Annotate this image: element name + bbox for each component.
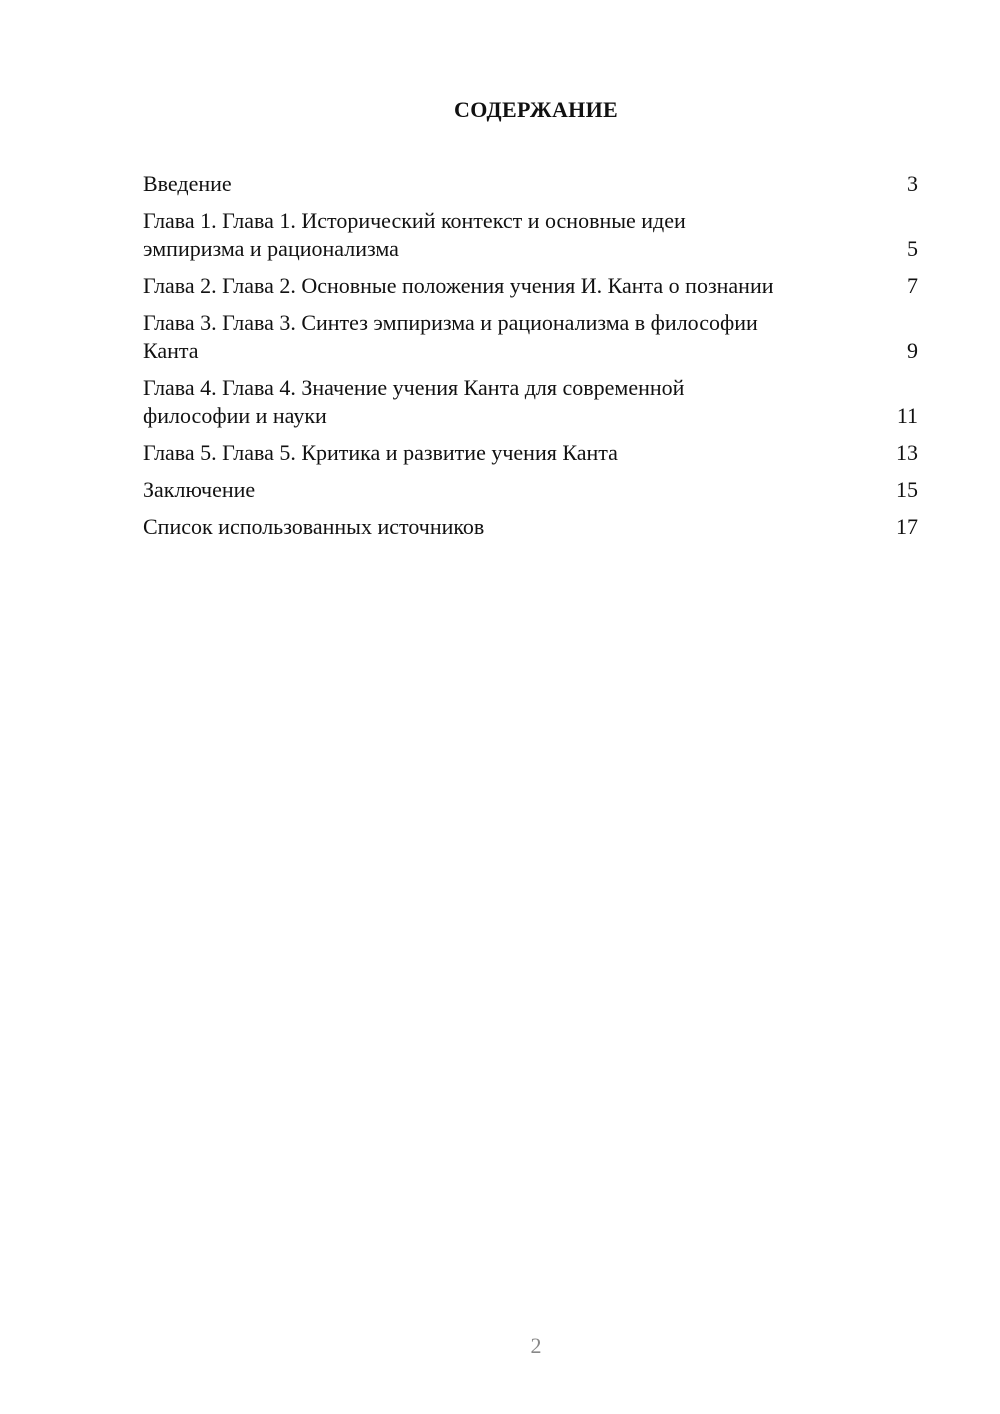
table-of-contents bbox=[143, 170, 918, 550]
page-title: СОДЕРЖАНИЕ bbox=[454, 97, 618, 122]
toc-entry-title: Глава 4. Глава 4. Значение учения Канта для современной философии и науки bbox=[143, 375, 685, 428]
toc-entry-title: Глава 1. Глава 1. Исторический контекст и основные идеи эмпиризма и рационализма bbox=[143, 208, 686, 261]
toc-entry-page: 5 bbox=[907, 236, 918, 261]
toc-entry-title: Список использованных источников bbox=[143, 514, 485, 539]
toc-entry-page: 13 bbox=[896, 440, 918, 465]
toc-entry-title: Заключение bbox=[143, 477, 256, 502]
page-number: 2 bbox=[530, 1333, 542, 1358]
toc-entry-page: 3 bbox=[907, 171, 918, 196]
toc-entry-page: 9 bbox=[907, 338, 918, 363]
toc-entry-title: Глава 2. Глава 2. Основные положения учения И. Канта о познании bbox=[143, 273, 774, 298]
toc-entry-references bbox=[143, 513, 918, 541]
toc-entry-title: Глава 3. Глава 3. Синтез эмпиризма и рационализма в философии Канта bbox=[143, 310, 758, 363]
toc-entry-chapter-4 bbox=[143, 374, 918, 430]
toc-entry-chapter-1 bbox=[143, 207, 918, 263]
toc-entry-title: Введение bbox=[143, 171, 232, 196]
toc-entry-page: 11 bbox=[896, 403, 918, 428]
toc-entry-chapter-3 bbox=[143, 309, 918, 365]
toc-entry-chapter-2 bbox=[143, 272, 918, 300]
toc-entry-page: 15 bbox=[896, 477, 918, 502]
toc-entry-introduction bbox=[143, 170, 918, 198]
toc-entry-conclusion bbox=[143, 476, 918, 504]
toc-entry-page: 17 bbox=[896, 514, 918, 539]
toc-entry-title: Глава 5. Глава 5. Критика и развитие учения Канта bbox=[143, 440, 618, 465]
toc-entry-page: 7 bbox=[907, 273, 918, 298]
toc-entry-chapter-5 bbox=[143, 439, 918, 467]
